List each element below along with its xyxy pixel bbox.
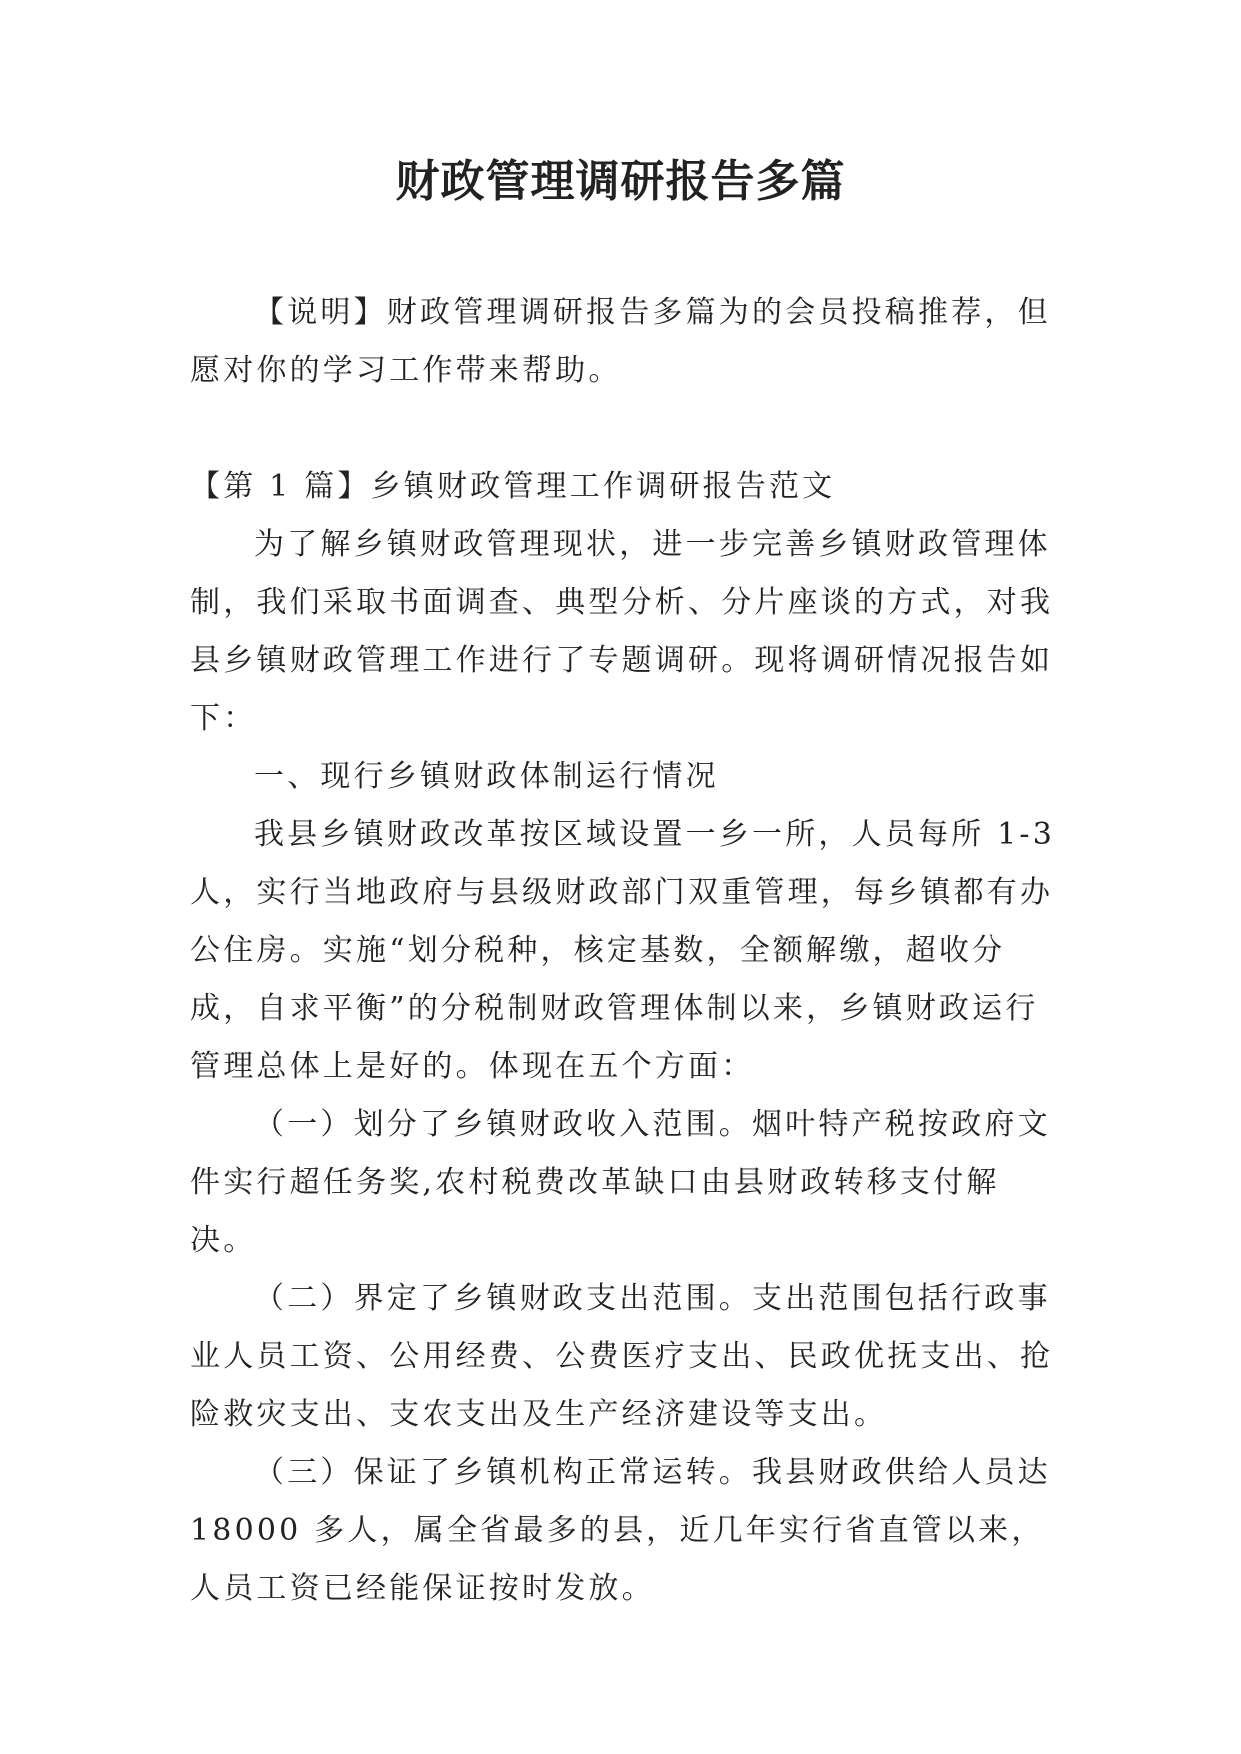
paragraph: （一）划分了乡镇财政收入范围。烟叶特产税按政府文件实行超任务奖,农村税费改革缺口由县财政转移支付解决。	[190, 1107, 1051, 1258]
section-body	[190, 516, 1056, 1618]
paragraph: （三）保证了乡镇机构正常运转。我县财政供给人员达18000 多人，属全省最多的县，近几年实行省直管以来，人员工资已经能保证按时发放。	[190, 1455, 1051, 1606]
section-heading: 【第 1 篇】乡镇财政管理工作调研报告范文	[190, 469, 836, 504]
paragraph: 为了解乡镇财政管理现状，进一步完善乡镇财政管理体制，我们采取书面调查、典型分析、分片座谈的方式，对我县乡镇财政管理工作进行了专题调研。现将调研情况报告如下：	[190, 527, 1054, 736]
document-note: 【说明】财政管理调研报告多篇为的会员投稿推荐，但愿对你的学习工作带来帮助。	[190, 295, 1051, 388]
paragraph: （二）界定了乡镇财政支出范围。支出范围包括行政事业人员工资、公用经费、公费医疗支出、民政优抚支出、抢险救灾支出、支农支出及生产经济建设等支出。	[190, 1281, 1054, 1432]
paragraph: 我县乡镇财政改革按区域设置一乡一所，人员每所 1-3人，实行当地政府与县级财政部门双重管理，每乡镇都有办公住房。实施“划分税种，核定基数，全额解缴，超收分成，自求平衡”的分税制财政管理体制以来，乡镇财政运行管理总体上是好的。体现在五个方面：	[190, 817, 1056, 1084]
subheading: 一、现行乡镇财政体制运行情况	[254, 759, 719, 794]
document-title: 财政管理调研报告多篇	[395, 156, 846, 207]
